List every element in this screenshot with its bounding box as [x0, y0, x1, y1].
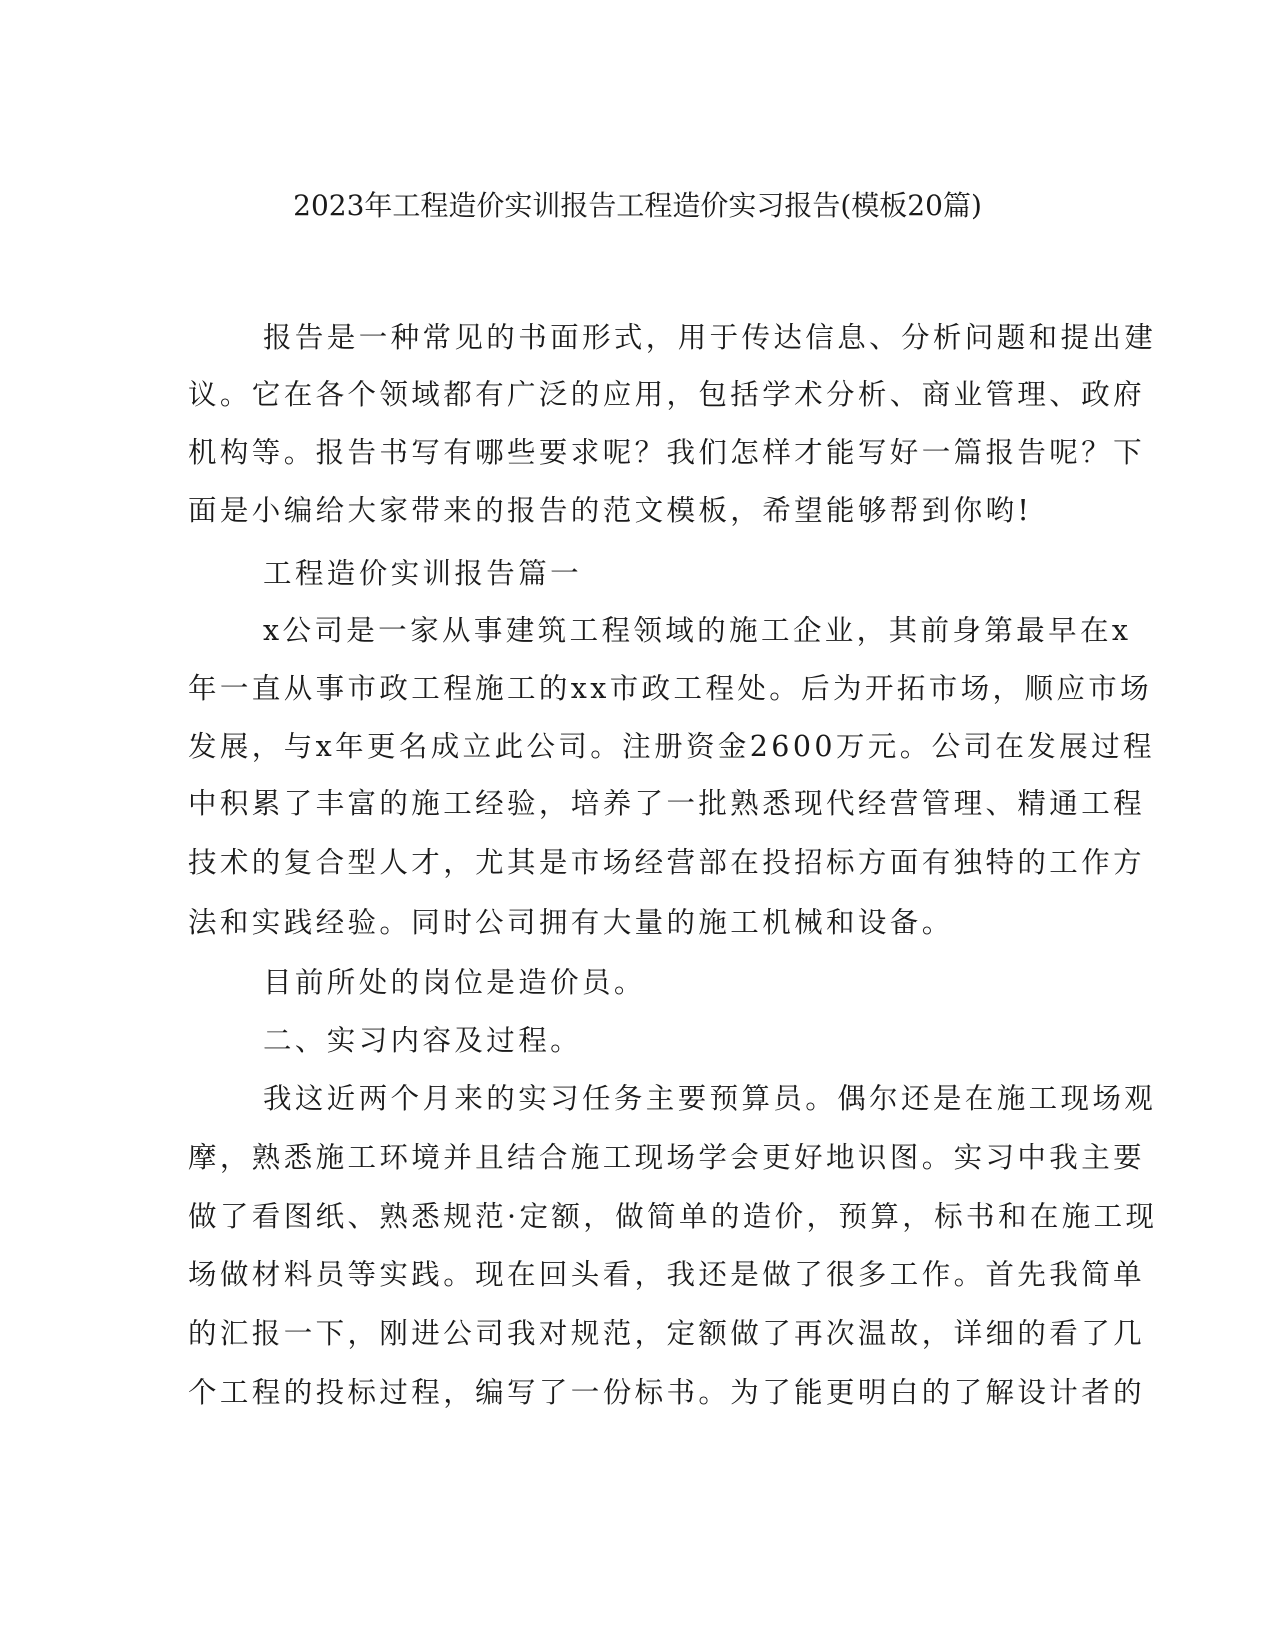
paragraph-line: 的汇报一下，刚进公司我对规范，定额做了再次温故，详细的看了几	[188, 1317, 1146, 1350]
paragraph-line: 场做材料员等实践。现在回头看，我还是做了很多工作。首先我简单	[188, 1258, 1146, 1291]
paragraph-line: 我这近两个月来的实习任务主要预算员。偶尔还是在施工现场观	[263, 1082, 1157, 1115]
paragraph-line: x公司是一家从事建筑工程领域的施工企业，其前身第最早在x	[263, 614, 1132, 647]
paragraph-line: 报告是一种常见的书面形式，用于传达信息、分析问题和提出建	[263, 321, 1157, 354]
paragraph-line: 中积累了丰富的施工经验，培养了一批熟悉现代经营管理、精通工程	[188, 787, 1146, 820]
paragraph-line: 二、实习内容及过程。	[263, 1024, 583, 1057]
paragraph-line: 议。它在各个领域都有广泛的应用，包括学术分析、商业管理、政府	[188, 378, 1146, 411]
paragraph-line: 法和实践经验。同时公司拥有大量的施工机械和设备。	[188, 906, 954, 939]
paragraph-line: 做了看图纸、熟悉规范·定额，做简单的造价，预算，标书和在施工现	[188, 1200, 1158, 1233]
document-title: 2023年工程造价实训报告工程造价实习报告(模板20篇)	[293, 189, 982, 222]
section-heading: 工程造价实训报告篇一	[263, 557, 583, 590]
paragraph-line: 发展，与x年更名成立此公司。注册资金2600万元。公司在发展过程	[188, 730, 1155, 763]
paragraph-line: 面是小编给大家带来的报告的范文模板，希望能够帮到你哟!	[188, 494, 1033, 527]
paragraph-line: 目前所处的岗位是造价员。	[263, 966, 646, 999]
paragraph-line: 摩，熟悉施工环境并且结合施工现场学会更好地识图。实习中我主要	[188, 1141, 1146, 1174]
paragraph-line: 年一直从事市政工程施工的xx市政工程处。后为开拓市场，顺应市场	[188, 672, 1153, 705]
paragraph-line: 个工程的投标过程，编写了一份标书。为了能更明白的了解设计者的	[188, 1376, 1146, 1409]
paragraph-line: 机构等。报告书写有哪些要求呢？我们怎样才能写好一篇报告呢？下	[188, 436, 1146, 469]
paragraph-line: 技术的复合型人才，尤其是市场经营部在投招标方面有独特的工作方	[188, 846, 1146, 879]
